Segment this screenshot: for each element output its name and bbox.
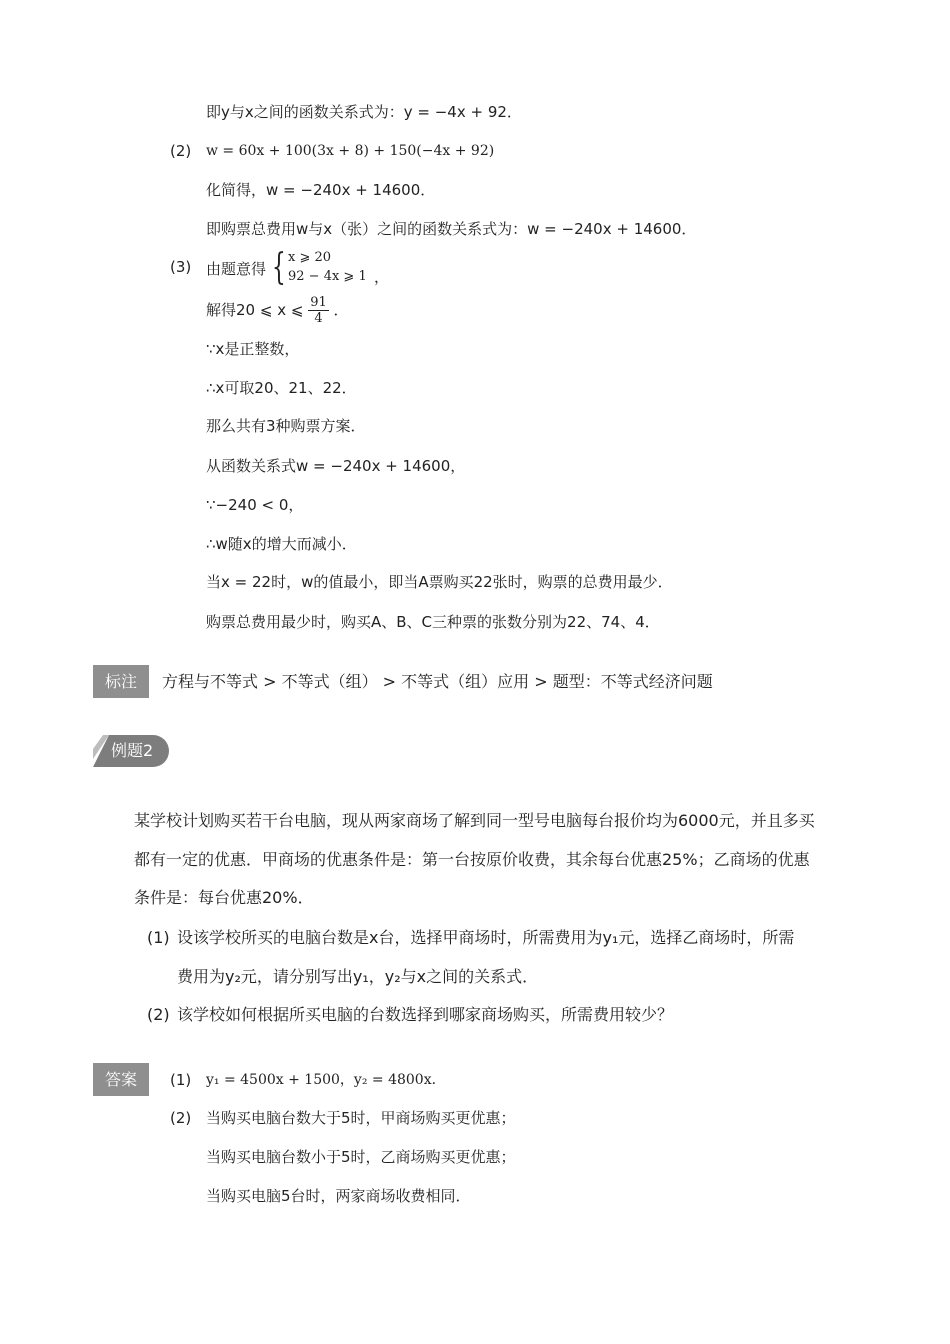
- solution-line-3: 化简得，w = −240x + 14600．: [206, 181, 436, 199]
- inequality-row-2: 92 − 4x ⩾ 1: [288, 269, 367, 284]
- example-label: 例题2: [111, 741, 154, 760]
- solution-line-7: ∵x是正整数，: [206, 340, 300, 358]
- solution-line-4: 即购票总费用w与x（张）之间的函数关系式为：w = −240x + 14600．: [206, 220, 697, 238]
- answer-label: 答案: [93, 1063, 149, 1096]
- solution-line-12: ∴w随x的增大而减小．: [206, 535, 357, 553]
- problem-paragraph-2: 都有一定的优惠．甲商场的优惠条件是：第一台按原价收费，其余每台优惠25%；乙商场的优惠: [134, 850, 810, 869]
- example-header: [93, 735, 169, 767]
- inequality-row-1: x ⩾ 20: [288, 250, 332, 265]
- problem-paragraph-1: 某学校计划购买若干台电脑，现从两家商场了解到同一型号电脑每台报价均为6000元，并且多买: [134, 811, 815, 830]
- answer-2-line-1: 当购买电脑台数大于5时，甲商场购买更优惠；: [206, 1109, 516, 1127]
- solution-line-8: ∴x可取20、21、22．: [206, 379, 357, 397]
- solution-line-6-prefix: 解得20 ⩽ x ⩽: [206, 301, 304, 319]
- tag-label: 标注: [93, 665, 149, 698]
- solution-line-2: w = 60x + 100(3x + 8) + 150(−4x + 92): [206, 143, 495, 159]
- solution-line-10: 从函数关系式w = −240x + 14600，: [206, 457, 466, 475]
- solution-line-11: ∵−240 < 0，: [206, 496, 304, 514]
- answer-2-line-3: 当购买电脑5台时，两家商场收费相同．: [206, 1187, 471, 1205]
- fraction: [308, 295, 329, 326]
- solution-line-14: 购票总费用最少时，购买A、B、C三种票的张数分别为22、74、4．: [206, 613, 660, 631]
- solution-line-6-suffix: ．: [333, 301, 349, 319]
- question-1-line-2: 费用为y₂元，请分别写出y₁，y₂与x之间的关系式．: [177, 967, 539, 986]
- solution-line-9: 那么共有3种购票方案．: [206, 417, 366, 435]
- question-1-line-1: 设该学校所买的电脑台数是x台，选择甲商场时，所需费用为y₁元，选择乙商场时，所需: [177, 928, 795, 947]
- solution-line-6: [206, 294, 349, 326]
- answer-number-1: (1): [170, 1071, 192, 1089]
- fraction-numerator: 91: [310, 295, 327, 310]
- question-number-1: (1): [147, 928, 170, 947]
- solution-line-13: 当x = 22时，w的值最小，即当A票购买22张时，购票的总费用最少．: [206, 573, 673, 591]
- question-number-2: (2): [147, 1005, 170, 1024]
- fraction-denominator: 4: [314, 311, 323, 326]
- solution-line-1: 即y与x之间的函数关系式为：y = −4x + 92．: [206, 103, 522, 121]
- problem-paragraph-3: 条件是：每台优惠20%．: [134, 888, 314, 907]
- topic-breadcrumb[interactable]: 方程与不等式 > 不等式（组） > 不等式（组）应用 > 题型：不等式经济问题: [162, 672, 713, 691]
- answer-2-line-2: 当购买电脑台数小于5时，乙商场购买更优惠；: [206, 1148, 516, 1166]
- inequality-system-suffix: ，: [374, 268, 390, 286]
- answer-1-text: y₁ = 4500x + 1500，y₂ = 4800x．: [206, 1072, 446, 1088]
- solution-item-number-2: (2): [170, 142, 192, 160]
- question-2-text: 该学校如何根据所买电脑的台数选择到哪家商场购买，所需费用较少？: [177, 1005, 674, 1024]
- brace-icon: {: [272, 247, 286, 288]
- answer-number-2: (2): [170, 1109, 192, 1127]
- solution-item-number-3: (3): [170, 258, 192, 276]
- inequality-system-prefix: 由题意得: [206, 260, 267, 278]
